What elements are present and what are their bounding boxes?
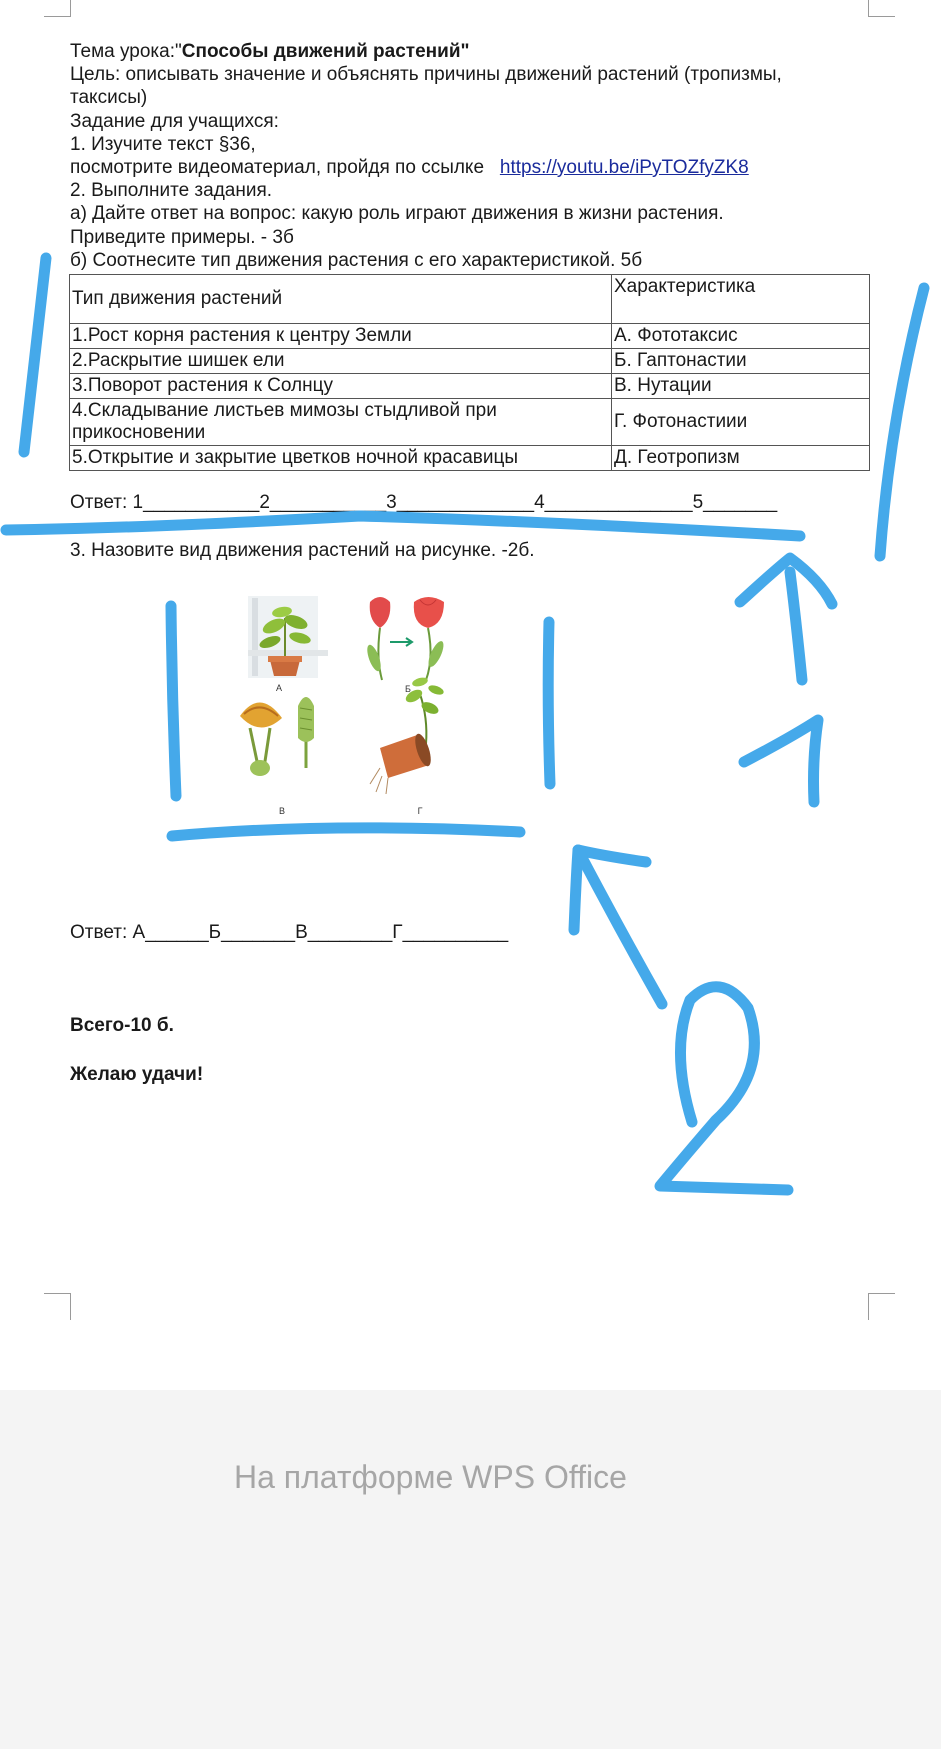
annotation-stroke bbox=[578, 850, 662, 1004]
table-header-row bbox=[70, 275, 870, 324]
annotation-stroke bbox=[744, 720, 818, 802]
video-line bbox=[70, 156, 749, 179]
goal-line-1: Цель: описывать значение и объяснять причины движений растений (тропизмы, bbox=[70, 64, 782, 85]
footer-area bbox=[0, 1390, 941, 1749]
annotation-stroke bbox=[660, 987, 788, 1190]
step-2a-line-1: а) Дайте ответ на вопрос: какую роль играют движения в жизни растения. bbox=[70, 203, 724, 224]
figure-label-g: Г bbox=[417, 806, 423, 816]
answer-line-1: Ответ: 1___________2___________3_____________4______________5_______ bbox=[70, 492, 778, 513]
table-cell-type bbox=[70, 399, 612, 446]
answer-line-2: Ответ: А______Б_______В________Г__________ bbox=[70, 922, 509, 943]
table-row bbox=[70, 324, 870, 349]
annotation-stroke bbox=[880, 288, 924, 556]
table-row bbox=[70, 374, 870, 399]
movement-types-table bbox=[69, 274, 870, 471]
table-cell-type: 1.Рост корня растения к центру Земли bbox=[70, 324, 612, 349]
table-header-characteristic: Характеристика bbox=[612, 275, 870, 324]
annotation-stroke bbox=[740, 558, 832, 604]
table-cell-type-line: 4.Складывание листьев мимозы стыдливой при bbox=[72, 400, 497, 421]
annotation-stroke bbox=[574, 850, 646, 930]
table-cell-characteristic: Б. Гаптонастии bbox=[612, 349, 870, 374]
figure-label-b: Б bbox=[405, 684, 411, 694]
page-corner-mark bbox=[868, 1293, 895, 1320]
lesson-topic bbox=[70, 40, 470, 63]
figure-label-a: А bbox=[275, 683, 283, 693]
table-cell-type: 2.Раскрытие шишек ели bbox=[70, 349, 612, 374]
annotation-stroke bbox=[548, 622, 550, 784]
step-2b: б) Соотнесите тип движения растения с его характеристикой. 5б bbox=[70, 250, 643, 271]
annotation-stroke bbox=[172, 828, 520, 836]
annotation-stroke bbox=[6, 516, 800, 536]
table-cell-type-line: прикосновении bbox=[72, 422, 206, 443]
figure-panel-a bbox=[248, 596, 328, 678]
table-row bbox=[70, 349, 870, 374]
topic-title: Способы движений растений" bbox=[181, 41, 470, 62]
step-3: 3. Назовите вид движения растений на рисунке. -2б. bbox=[70, 540, 535, 561]
total-points: Всего-10 б. bbox=[70, 1015, 174, 1036]
table-header-type: Тип движения растений bbox=[70, 275, 612, 324]
annotation-stroke bbox=[171, 606, 176, 796]
annotation-stroke bbox=[24, 258, 46, 452]
figure-panel-v bbox=[240, 697, 314, 776]
table-cell-characteristic: В. Нутации bbox=[612, 374, 870, 399]
step-2: 2. Выполните задания. bbox=[70, 180, 273, 201]
video-instruction: посмотрите видеоматериал, пройдя по ссылке bbox=[70, 157, 485, 178]
page-corner-mark bbox=[44, 0, 71, 17]
platform-caption: На платформе WPS Office bbox=[234, 1459, 627, 1495]
step-1: 1. Изучите текст §36, bbox=[70, 134, 256, 155]
step-2a-line-2: Приведите примеры. - 3б bbox=[70, 227, 294, 248]
page-corner-mark bbox=[868, 0, 895, 17]
table-cell-type: 3.Поворот растения к Солнцу bbox=[70, 374, 612, 399]
task-heading: Задание для учащихся: bbox=[70, 111, 279, 132]
table-cell-characteristic: Д. Геотропизм bbox=[612, 446, 870, 471]
annotation-stroke bbox=[790, 572, 802, 680]
goal-line-2: таксисы) bbox=[70, 87, 148, 108]
page-corner-mark bbox=[44, 1293, 71, 1320]
table-cell-characteristic: А. Фототаксис bbox=[612, 324, 870, 349]
table-cell-type: 5.Открытие и закрытие цветков ночной красавицы bbox=[70, 446, 612, 471]
video-link[interactable]: https://youtu.be/iPyTOZfyZK8 bbox=[499, 157, 749, 178]
table-row bbox=[70, 399, 870, 446]
table-cell-characteristic: Г. Фотонастиии bbox=[612, 399, 870, 446]
figure-panel-b bbox=[365, 597, 447, 680]
plant-movements-figure bbox=[230, 588, 510, 828]
closing-wish: Желаю удачи! bbox=[70, 1064, 204, 1085]
table-row bbox=[70, 446, 870, 471]
figure-label-v: В bbox=[278, 806, 286, 816]
topic-prefix: Тема урока:" bbox=[70, 41, 182, 62]
